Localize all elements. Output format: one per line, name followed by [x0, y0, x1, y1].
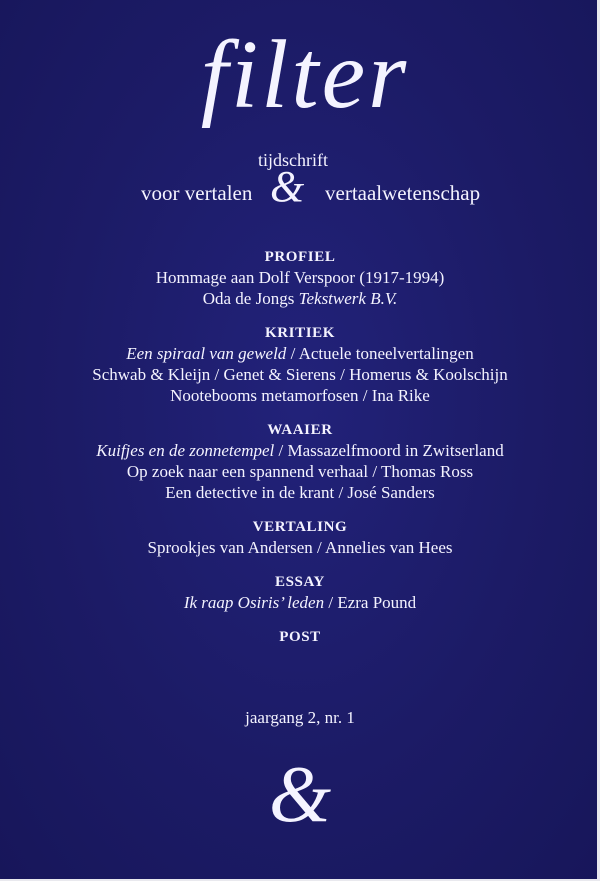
section-post	[0, 627, 600, 647]
section-heading: WAAIER	[267, 422, 333, 438]
ampersand-ornament: &	[270, 162, 305, 211]
section-heading: VERTALING	[252, 519, 348, 535]
entry-text: Actuele toneelvertalingen	[298, 344, 474, 363]
entry-text: Sprookjes van Andersen / Annelies van Hees	[147, 538, 453, 557]
toc-entry	[0, 385, 600, 406]
toc-entry	[0, 461, 600, 482]
section-essay	[0, 572, 600, 613]
entry-text: Massazelfmoord in Zwitserland	[287, 441, 504, 460]
section-heading: KRITIEK	[264, 325, 336, 341]
toc-entry	[0, 440, 600, 461]
entry-text: Hommage aan Dolf Verspoor (1917-1994)	[155, 268, 445, 287]
entry-text: Schwab & Kleijn / Genet & Sierens / Homerus & Koolschijn	[92, 365, 508, 384]
section-waaier	[0, 420, 600, 503]
section-heading: ESSAY	[275, 574, 325, 590]
toc-entry	[0, 537, 600, 558]
entry-italic-title: Ik raap Osiris’ leden	[183, 593, 325, 612]
section-heading: PROFIEL	[264, 249, 336, 265]
toc-entry	[0, 482, 600, 503]
subtitle-vertaalwetenschap: vertaalwetenschap	[325, 181, 481, 205]
table-of-contents	[0, 247, 600, 661]
entry-text: Oda de Jongs	[202, 289, 299, 308]
toc-entry	[0, 288, 600, 309]
section-kritiek	[0, 323, 600, 406]
entry-italic-title: Kuifjes en de zonnetempel	[96, 441, 275, 460]
section-vertaling	[0, 517, 600, 558]
section-profiel	[0, 247, 600, 309]
magazine-title: filter	[200, 21, 410, 129]
entry-text: Ezra Pound	[337, 593, 417, 612]
ampersand-emblem: &	[268, 751, 332, 839]
section-heading: POST	[279, 629, 321, 645]
entry-text: Nootebooms metamorfosen / Ina Rike	[170, 386, 430, 405]
entry-text: Op zoek naar een spannend verhaal / Thomas Ross	[126, 462, 474, 481]
entry-separator: /	[274, 441, 288, 460]
subtitle-tijdschrift: tijdschrift	[258, 150, 328, 170]
entry-separator: /	[324, 593, 338, 612]
toc-entry	[0, 592, 600, 613]
entry-italic-title: Tekstwerk B.V.	[298, 289, 398, 308]
entry-text: Een detective in de krant / José Sanders	[165, 483, 435, 502]
entry-italic-title: Een spiraal van geweld	[126, 344, 287, 363]
toc-entry	[0, 364, 600, 385]
issue-number: jaargang 2, nr. 1	[245, 708, 355, 727]
toc-entry	[0, 267, 600, 288]
entry-separator: /	[286, 344, 299, 363]
toc-entry	[0, 343, 600, 364]
subtitle-voor-vertalen: voor vertalen	[141, 181, 253, 205]
